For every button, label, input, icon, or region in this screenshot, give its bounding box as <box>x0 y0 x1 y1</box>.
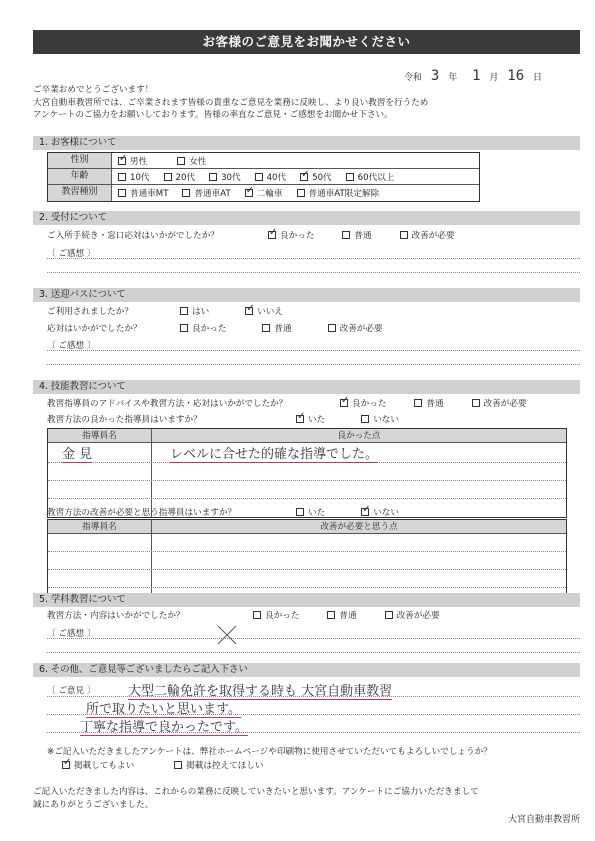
option-0[interactable] <box>296 413 325 425</box>
table-row[interactable] <box>48 463 566 481</box>
grid-row-head: 性別 <box>48 153 112 168</box>
bus-use-question: ご利用されましたか？ <box>47 307 133 317</box>
checkbox-icon[interactable] <box>385 611 393 619</box>
option-2[interactable] <box>472 397 527 409</box>
comment-line <box>47 652 580 653</box>
checkbox-icon[interactable] <box>346 173 354 181</box>
option-0[interactable] <box>180 322 226 334</box>
checkbox-icon[interactable] <box>118 173 126 181</box>
option-label: 普通車AT <box>194 189 231 199</box>
lecture-options <box>253 609 468 622</box>
date-day-unit: 日 <box>533 73 543 83</box>
date-month-unit: 月 <box>489 73 499 83</box>
section-6-header: 6. その他、ご意見等ございましたらご記入下さい <box>33 663 580 677</box>
grid-row <box>48 169 479 185</box>
option-label: いた <box>308 415 326 425</box>
checkbox-icon[interactable] <box>209 173 217 181</box>
table-row[interactable] <box>48 481 566 499</box>
option-label: いいえ <box>257 307 283 317</box>
option-1[interactable] <box>327 609 356 621</box>
section-1-header: 1. お客様について <box>33 136 580 150</box>
comment-line <box>47 258 580 259</box>
option-0[interactable] <box>268 229 314 241</box>
option-1[interactable] <box>177 155 206 167</box>
checkbox-icon[interactable] <box>342 231 350 239</box>
grid-row <box>48 153 479 169</box>
option-label: 男性 <box>130 156 148 167</box>
option-label: 改善が必要 <box>483 399 527 409</box>
table-row[interactable] <box>48 534 566 552</box>
checked-checkbox-icon[interactable] <box>300 173 308 181</box>
date-year-unit: 年 <box>448 73 458 83</box>
checkbox-icon[interactable] <box>118 189 126 197</box>
section-5-header: 5. 学科教習について <box>33 593 580 607</box>
checkbox-icon[interactable] <box>472 399 480 407</box>
checked-checkbox-icon[interactable] <box>245 189 253 197</box>
option-0[interactable] <box>118 171 150 183</box>
option-0[interactable] <box>180 305 209 317</box>
option-label: 普通 <box>426 399 444 409</box>
option-label: 良かった <box>280 231 315 241</box>
option-label: 40代 <box>266 172 287 183</box>
checked-checkbox-icon[interactable] <box>62 761 70 769</box>
option-label: いた <box>308 508 326 518</box>
comment-line <box>47 350 580 351</box>
option-label: 改善が必要 <box>411 231 455 241</box>
comment-line <box>47 364 580 365</box>
organization-name: 大宮自動車教習所 <box>507 815 580 825</box>
grid-row-options <box>112 185 479 201</box>
bad-instructor-options <box>296 506 435 519</box>
option-0[interactable] <box>118 155 147 167</box>
option-label: 良かった <box>352 399 387 409</box>
checkbox-icon[interactable] <box>414 399 422 407</box>
checkbox-icon[interactable] <box>180 307 188 315</box>
table-row[interactable] <box>48 443 566 463</box>
opinion-line-2[interactable]: 所で取りたいと思います。 <box>86 698 241 718</box>
reception-options <box>268 229 483 242</box>
consent-question: ※ご記入いただきましたアンケートは、弊社ホームページや印刷物に使用させていただいてもよろしいでしょうか？ <box>47 747 492 757</box>
date-year[interactable]: 3 <box>430 68 440 84</box>
comment-line <box>47 272 580 273</box>
option-label: いない <box>373 508 399 518</box>
option-label: 60代以上 <box>357 172 395 183</box>
option-label: 30代 <box>221 172 241 183</box>
consent-options <box>62 759 304 772</box>
checkbox-icon[interactable] <box>262 324 270 332</box>
checked-checkbox-icon[interactable] <box>296 415 304 423</box>
option-1[interactable] <box>174 759 263 771</box>
bus-use-options <box>180 305 319 318</box>
grid-row-head: 教習種別 <box>48 185 112 201</box>
checked-checkbox-icon[interactable] <box>361 508 369 516</box>
option-label: 改善が必要 <box>396 611 440 621</box>
option-label: 普通 <box>354 231 372 241</box>
option-1[interactable] <box>164 171 196 183</box>
checkbox-icon[interactable] <box>164 173 172 181</box>
date-day[interactable]: 16 <box>507 68 525 84</box>
page-title: お客様のご意見をお聞かせください <box>33 30 580 54</box>
checkbox-icon[interactable] <box>174 761 182 769</box>
checkbox-icon[interactable] <box>177 157 185 165</box>
option-label: 良かった <box>192 324 227 334</box>
opinion-line-3[interactable]: 丁寧な指導で良かったです。 <box>80 716 248 736</box>
checked-checkbox-icon[interactable] <box>268 231 276 239</box>
table-header: 指導員名 良かった点 <box>48 429 566 443</box>
customer-info-grid <box>47 152 480 202</box>
option-label: いない <box>373 415 399 425</box>
checkbox-icon[interactable] <box>182 189 190 197</box>
bad-instructor-question: 教習方法の改善が必要と思う指導員はいますか？ <box>47 508 237 518</box>
option-4[interactable] <box>300 171 332 183</box>
cross-mark-icon <box>216 624 238 646</box>
option-1[interactable] <box>245 305 283 317</box>
option-5[interactable] <box>346 171 395 183</box>
option-label: 普通 <box>274 324 292 334</box>
checkbox-icon[interactable] <box>297 189 305 197</box>
skill-advice-options <box>340 397 555 410</box>
grid-row-head: 年齢 <box>48 169 112 184</box>
good-instructor-options <box>296 413 435 426</box>
option-2[interactable] <box>209 171 241 183</box>
option-label: 二輪車 <box>256 189 283 199</box>
option-1[interactable] <box>262 322 291 334</box>
good-instructor-question: 教習方法の良かった指導員はいますか？ <box>47 415 202 425</box>
option-2[interactable] <box>328 322 383 334</box>
option-1[interactable] <box>414 397 443 409</box>
grid-row <box>48 185 479 201</box>
option-label: 良かった <box>265 611 300 621</box>
lecture-question: 教習方法・内容はいかがでしたか？ <box>47 611 185 621</box>
option-label: 改善が必要 <box>339 324 383 334</box>
option-label: 普通 <box>339 611 357 621</box>
intro-text: ご卒業おめでとうございます！ 大宮自動車教習所では、ご卒業されます皆様の貴重なご意見を業務に反映し、より良い教習を行うため アンケートのご協力をお願いしております。皆様の率直なご意見・ご感想をお聞かせ下さい。 <box>33 85 429 120</box>
option-label: 掲載してもよい <box>74 761 135 771</box>
checkbox-icon[interactable] <box>400 231 408 239</box>
checkbox-icon[interactable] <box>253 611 261 619</box>
opinion-line-1[interactable]: 大型二輪免許を取得する時も 大宮自動車教習 <box>128 680 392 700</box>
checked-checkbox-icon[interactable] <box>340 399 348 407</box>
checkbox-icon[interactable] <box>180 324 188 332</box>
grid-row-options <box>112 169 479 184</box>
skill-advice-question: 教習指導員のアドバイスや教習方法・応対はいかがでしたか？ <box>47 399 288 409</box>
bus-service-options <box>180 322 419 335</box>
date-era: 令和 <box>404 73 423 83</box>
opinion-label: 〔 ご意見 〕 <box>47 686 96 696</box>
option-2[interactable] <box>400 229 455 241</box>
lecture-comment-label: 〔 ご感想 〕 <box>47 629 96 639</box>
option-label: 20代 <box>175 172 196 183</box>
checked-checkbox-icon[interactable] <box>118 157 126 165</box>
option-0[interactable] <box>340 397 386 409</box>
reception-question: ご入所手続き・窓口応対はいかがでしたか？ <box>47 231 219 241</box>
bus-service-question: 応対はいかがでしたか？ <box>47 324 142 334</box>
grid-row-options <box>112 153 479 168</box>
option-0[interactable] <box>253 609 299 621</box>
good-instructor-table <box>47 428 567 518</box>
good-point-text[interactable]: レベルに合せた的確な指導でした。 <box>170 447 379 462</box>
checkbox-icon[interactable] <box>255 173 263 181</box>
option-label: 10代 <box>130 172 150 183</box>
date-month[interactable]: 1 <box>472 68 481 84</box>
checkbox-icon[interactable] <box>296 508 304 516</box>
option-label: 50代 <box>312 172 332 183</box>
table-row[interactable] <box>48 552 566 570</box>
option-3[interactable] <box>297 187 380 199</box>
section-2-header: 2. 受付について <box>33 211 580 225</box>
section-3-header: 3. 送迎バスについて <box>33 288 580 302</box>
option-2[interactable] <box>245 187 283 199</box>
bus-comment-label: 〔 ご感想 〕 <box>47 341 96 351</box>
option-0[interactable] <box>62 759 134 771</box>
option-1[interactable] <box>342 229 371 241</box>
reception-comment-label: 〔 ご感想 〕 <box>47 249 96 259</box>
option-1[interactable] <box>182 187 230 199</box>
option-0[interactable] <box>118 187 168 199</box>
checkbox-icon[interactable] <box>328 324 336 332</box>
footer-text: ご記入いただきました内容は、これからの業務に反映していきたいと思います。アンケートにご協力いただきまして 誠にありがとうございました。 <box>33 787 479 810</box>
checkbox-icon[interactable] <box>361 415 369 423</box>
checked-checkbox-icon[interactable] <box>245 307 253 315</box>
option-label: 普通車AT限定解除 <box>308 189 380 199</box>
option-3[interactable] <box>255 171 287 183</box>
option-label: 掲載は控えてほしい <box>186 761 264 771</box>
comment-line <box>47 638 580 639</box>
option-0[interactable] <box>296 506 325 518</box>
instructor-name[interactable]: 金 見 <box>62 447 93 462</box>
option-1[interactable] <box>361 413 399 425</box>
option-label: はい <box>192 307 210 317</box>
option-2[interactable] <box>385 609 440 621</box>
option-label: 普通車MT <box>130 189 169 199</box>
table-header: 指導員名 改善が必要と思う点 <box>48 520 566 534</box>
section-4-header: 4. 技能教習について <box>33 380 580 394</box>
option-label: 女性 <box>189 156 207 167</box>
option-1[interactable] <box>361 506 399 518</box>
checkbox-icon[interactable] <box>327 611 335 619</box>
table-row[interactable] <box>48 570 566 588</box>
date <box>404 68 580 84</box>
